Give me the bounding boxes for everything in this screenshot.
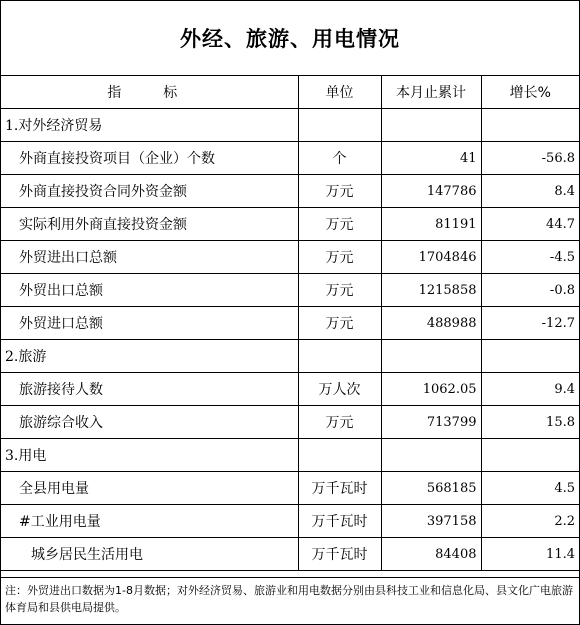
row-indicator: 外商直接投资项目（企业）个数 [1, 142, 298, 175]
row-growth: 11.4 [481, 538, 579, 571]
table-row [1, 175, 579, 208]
header-row [1, 76, 579, 109]
row-cumulative: 713799 [381, 406, 481, 439]
header-growth: 增长% [481, 76, 579, 109]
table-row [1, 505, 579, 538]
section-label: 1.对外经济贸易 [1, 109, 298, 142]
row-growth: 15.8 [481, 406, 579, 439]
row-indicator: 外贸进口总额 [1, 307, 298, 340]
table-row [1, 241, 579, 274]
row-growth: -0.8 [481, 274, 579, 307]
row-cumulative: 397158 [381, 505, 481, 538]
row-unit: 万元 [298, 208, 381, 241]
table-row [1, 373, 579, 406]
row-unit: 万元 [298, 241, 381, 274]
row-unit: 万千瓦时 [298, 538, 381, 571]
row-cumulative: 568185 [381, 472, 481, 505]
header-cumulative: 本月止累计 [381, 76, 481, 109]
row-indicator: #工业用电量 [1, 505, 298, 538]
header-indicator: 指 标 [1, 76, 298, 109]
row-growth: 44.7 [481, 208, 579, 241]
row-indicator: 城乡居民生活用电 [1, 538, 298, 571]
row-unit: 万元 [298, 274, 381, 307]
section-row [1, 340, 579, 373]
row-indicator: 外商直接投资合同外资金额 [1, 175, 298, 208]
row-indicator: 外贸出口总额 [1, 274, 298, 307]
row-indicator: 实际利用外商直接投资金额 [1, 208, 298, 241]
section-label: 3.用电 [1, 439, 298, 472]
row-growth: -56.8 [481, 142, 579, 175]
row-unit: 万千瓦时 [298, 472, 381, 505]
header-unit: 单位 [298, 76, 381, 109]
row-unit: 个 [298, 142, 381, 175]
row-growth: 9.4 [481, 373, 579, 406]
row-cumulative: 1704846 [381, 241, 481, 274]
row-growth: 2.2 [481, 505, 579, 538]
row-unit: 万元 [298, 307, 381, 340]
section-row [1, 439, 579, 472]
section-label: 2.旅游 [1, 340, 298, 373]
row-growth: 8.4 [481, 175, 579, 208]
statistics-table [1, 76, 579, 571]
table-title: 外经、旅游、用电情况 [1, 1, 579, 76]
table-row [1, 472, 579, 505]
section-row [1, 109, 579, 142]
row-cumulative: 1062.05 [381, 373, 481, 406]
row-indicator: 旅游接待人数 [1, 373, 298, 406]
row-cumulative: 488988 [381, 307, 481, 340]
table-row [1, 406, 579, 439]
table-row [1, 274, 579, 307]
table-row [1, 208, 579, 241]
row-unit: 万元 [298, 406, 381, 439]
row-cumulative: 81191 [381, 208, 481, 241]
table-row [1, 307, 579, 340]
row-unit: 万人次 [298, 373, 381, 406]
row-growth: -12.7 [481, 307, 579, 340]
row-unit: 万千瓦时 [298, 505, 381, 538]
row-cumulative: 147786 [381, 175, 481, 208]
table-row [1, 142, 579, 175]
table-row [1, 538, 579, 571]
row-growth: -4.5 [481, 241, 579, 274]
row-indicator: 全县用电量 [1, 472, 298, 505]
row-cumulative: 1215858 [381, 274, 481, 307]
row-cumulative: 41 [381, 142, 481, 175]
row-growth: 4.5 [481, 472, 579, 505]
row-indicator: 旅游综合收入 [1, 406, 298, 439]
footnote: 注：外贸进出口数据为1-8月数据；对外经济贸易、旅游业和用电数据分别由县科技工业和信息化局、县文化广电旅游体育局和县供电局提供。 [1, 577, 579, 616]
row-unit: 万元 [298, 175, 381, 208]
row-indicator: 外贸进出口总额 [1, 241, 298, 274]
row-cumulative: 84408 [381, 538, 481, 571]
